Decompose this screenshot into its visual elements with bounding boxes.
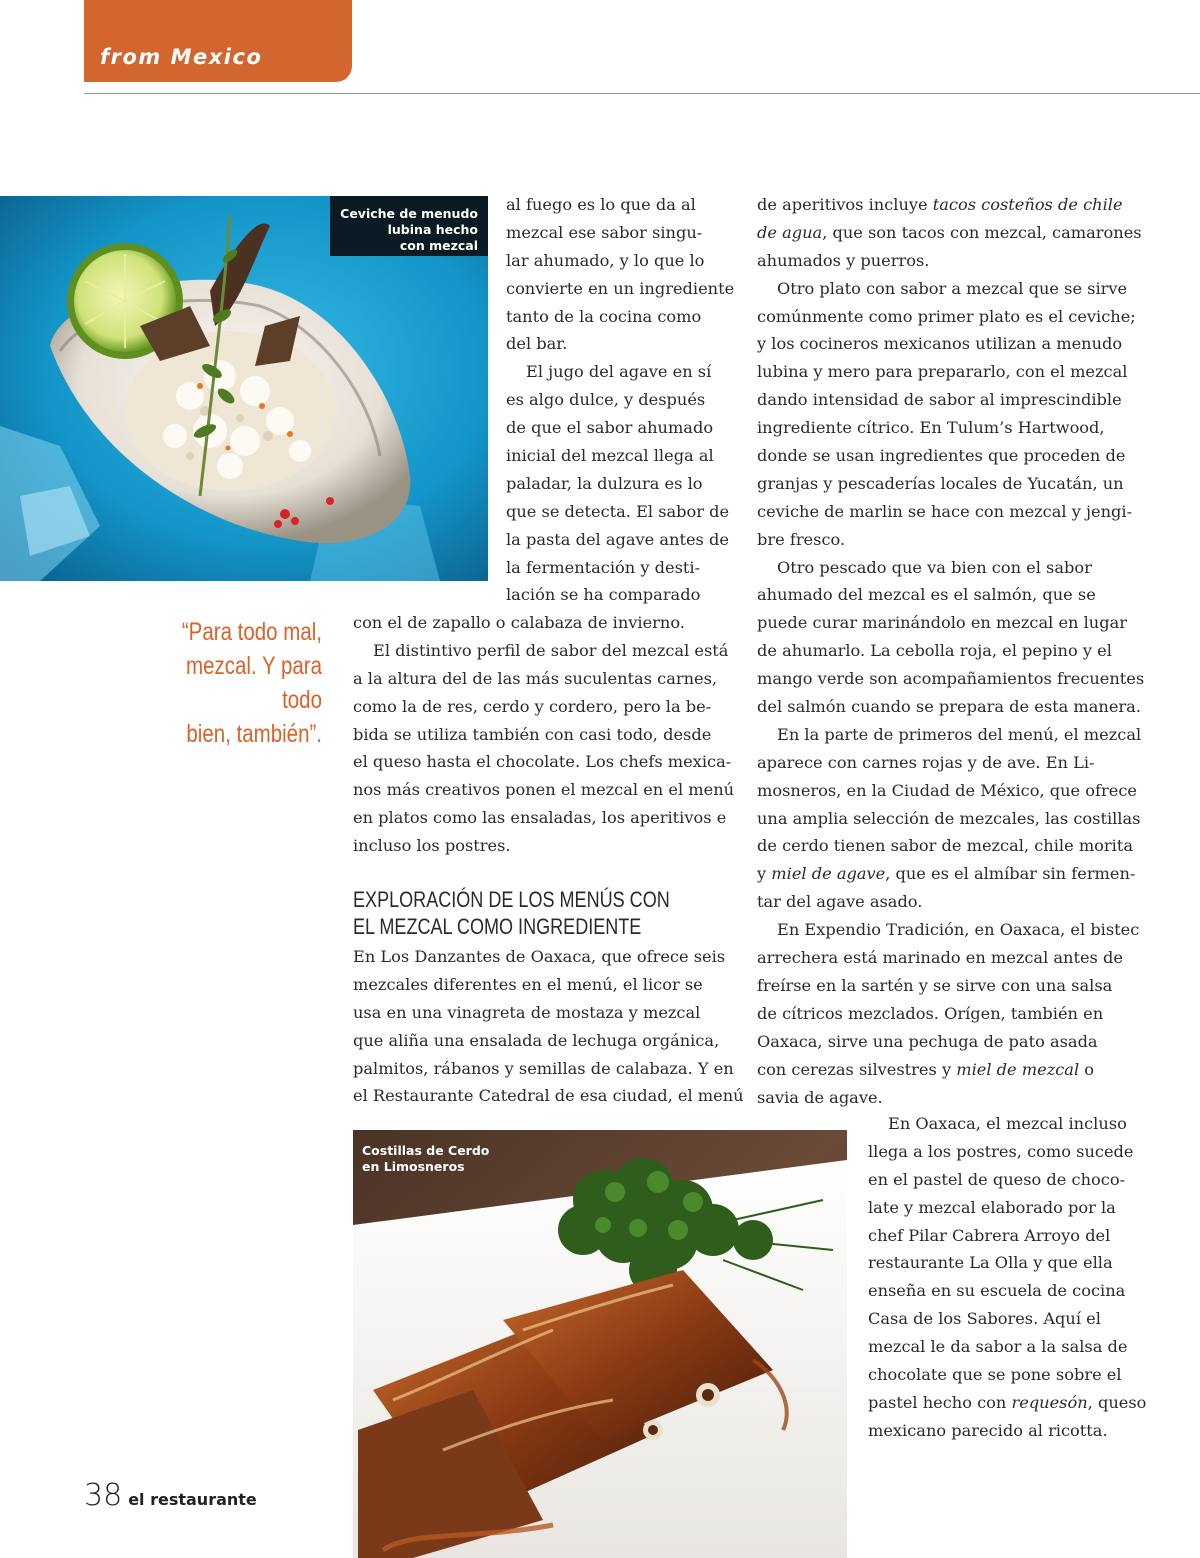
text-line: de cerdo tienen sabor de mezcal, chile morita [757,836,1133,856]
text-line: arrechera está marinado en mezcal antes de [757,948,1123,968]
text-line: chef Pilar Cabrera Arroyo del [868,1225,1111,1245]
text-line: bida se utiliza también con casi todo, desde [353,724,712,744]
text-line: Otro pescado que va bien con el sabor [777,557,1092,577]
text-line: enseña en su escuela de cocina [868,1281,1126,1301]
text-line: aparece con carnes rojas y de ave. En Li- [757,752,1095,772]
ribs-illustration [353,1130,847,1558]
text-line: El distintivo perfil de sabor del mezcal está [373,640,729,660]
text-line: mezcales diferentes en el menú, el licor se [353,974,703,994]
text-line: del salmón cuando se prepara de esta manera. [757,697,1141,717]
text-line: tar del agave asado. [757,892,923,912]
text-line: llega a los postres, como sucede [868,1141,1134,1161]
text-line: late y mezcal elaborado por la [868,1197,1116,1217]
text-line: En Oaxaca, el mezcal incluso [888,1114,1127,1133]
body-column-1-mid [353,609,734,860]
text-line: con el de zapallo o calabaza de invierno. [353,613,685,632]
text-line: usa en una vinagreta de mostaza y mezcal [353,1002,701,1022]
text-line: palmitos, rábanos y semillas de calabaza. Y en [353,1058,734,1078]
text-line: que se detecta. El sabor de [506,501,730,521]
ribs-photo [353,1130,847,1558]
ceviche-caption: Ceviche de menudo lubina hecho con mezcal [340,206,478,253]
text-line: la fermentación y desti- [506,557,701,577]
text-line: convierte en un ingrediente [506,278,735,298]
ceviche-photo [0,196,488,581]
text-line: mango verde son acompañamientos frecuentes [757,669,1145,689]
text-line: ceviche de marlin se hace con mezcal y jengi- [757,501,1133,521]
text-line: El jugo del agave en sí [526,362,712,382]
text-line: el queso hasta el chocolate. Los chefs mexica- [353,752,732,772]
text-line: que aliña una ensalada de lechuga orgánica, [353,1030,720,1050]
text-line: lación se ha comparado [506,585,701,605]
text-line: Otro plato con sabor a mezcal que se sirve [777,278,1128,298]
text-line: lubina y mero para prepararlo, con el mezcal [757,362,1128,382]
text-line: comúnmente como primer plato es el ceviche; [757,306,1136,326]
text-line: en el pastel de queso de choco- [868,1169,1126,1189]
text-line: mexicano parecido al ricotta. [868,1420,1108,1440]
text-line: En Expendio Tradición, en Oaxaca, el bistec [777,920,1140,940]
text-line: paladar, la dulzura es lo [506,473,703,493]
text-line: en platos como las ensaladas, los aperitivos e [353,808,727,828]
publication-name: el restaurante [128,1490,257,1509]
text-line: de agua, que son tacos con mezcal, camarones [757,222,1142,242]
text-line: bre fresco. [757,529,846,549]
body-column-1-top [506,191,734,609]
text-line: mosneros, en la Ciudad de México, que ofrece [757,780,1137,800]
section-heading: EXPLORACIÓN DE LOS MENÚS CON EL MEZCAL COMO INGREDIENTE [353,887,670,939]
header-rule [84,93,1200,94]
text-line: ahumados y puerros. [757,250,930,270]
text-line: la pasta del agave antes de [506,529,729,549]
body-column-2-bottom [868,1110,1146,1445]
text-line: una amplia selección de mezcales, las costillas [757,808,1141,828]
text-line: y los cocineros mexicanos utilizan a menudo [757,334,1123,354]
text-line: lar ahumado, y lo que lo [506,250,705,270]
page-number: 38 [84,1478,123,1513]
text-line: del bar. [506,334,568,354]
text-line: de aperitivos incluye tacos costeños de chile [757,195,1123,214]
text-line: es algo dulce, y después [506,390,706,410]
text-line: En Los Danzantes de Oaxaca, que ofrece seis [353,947,726,966]
text-line: a la altura del de las más suculentas carnes, [353,668,718,688]
text-line: de que el sabor ahumado [506,418,714,438]
text-line: mezcal ese sabor singu- [506,222,703,242]
text-line: Casa de los Sabores. Aquí el [868,1309,1101,1329]
page-footer [84,1478,257,1513]
text-line: nos más creativos ponen el mezcal en el menú [353,780,735,800]
text-line: inicial del mezcal llega al [506,446,714,466]
pull-quote: “Para todo mal, mezcal. Y para todo bien, también”. [181,618,322,748]
text-line: savia de agave. [757,1087,883,1107]
text-line: En la parte de primeros del menú, el mezcal [777,724,1142,744]
ribs-caption: Costillas de Cerdo en Limosneros [362,1143,490,1174]
text-line: de cítricos mezclados. Orígen, también en [757,1003,1104,1023]
text-line: dando intensidad de sabor al imprescindible [757,390,1122,410]
text-line: chocolate que se pone sobre el [868,1365,1122,1385]
section-label: from Mexico [100,45,263,69]
text-line: el Restaurante Catedral de esa ciudad, el menú [353,1086,744,1106]
text-line: freírse en la sartén y se sirve con una salsa [757,975,1113,995]
text-line: al fuego es lo que da al [506,195,696,214]
text-line: restaurante La Olla y que ella [868,1253,1113,1273]
text-line: Oaxaca, sirve una pechuga de pato asada [757,1031,1098,1051]
text-line: puede curar marinándolo en mezcal en lugar [757,613,1127,633]
text-line: de ahumarlo. La cebolla roja, el pepino y el [757,641,1112,661]
text-line: con cerezas silvestres y miel de mezcal o [757,1059,1095,1079]
text-line: granjas y pescaderías locales de Yucatán, un [757,473,1124,493]
section-tab [84,0,352,82]
body-column-2 [757,191,1144,1111]
body-column-1-bottom [353,943,744,1110]
text-line: ahumado del mezcal es el salmón, que se [757,585,1096,605]
text-line: pastel hecho con requesón, queso [868,1392,1147,1412]
text-line: donde se usan ingredientes que proceden de [757,446,1126,466]
text-line: y miel de agave, que es el almíbar sin fermen- [757,864,1136,884]
text-line: mezcal le da sabor a la salsa de [868,1337,1128,1357]
text-line: tanto de la cocina como [506,306,702,326]
text-line: como la de res, cerdo y cordero, pero la be- [353,696,712,716]
text-line: ingrediente cítrico. En Tulum’s Hartwood, [757,418,1105,438]
text-line: incluso los postres. [353,836,511,856]
